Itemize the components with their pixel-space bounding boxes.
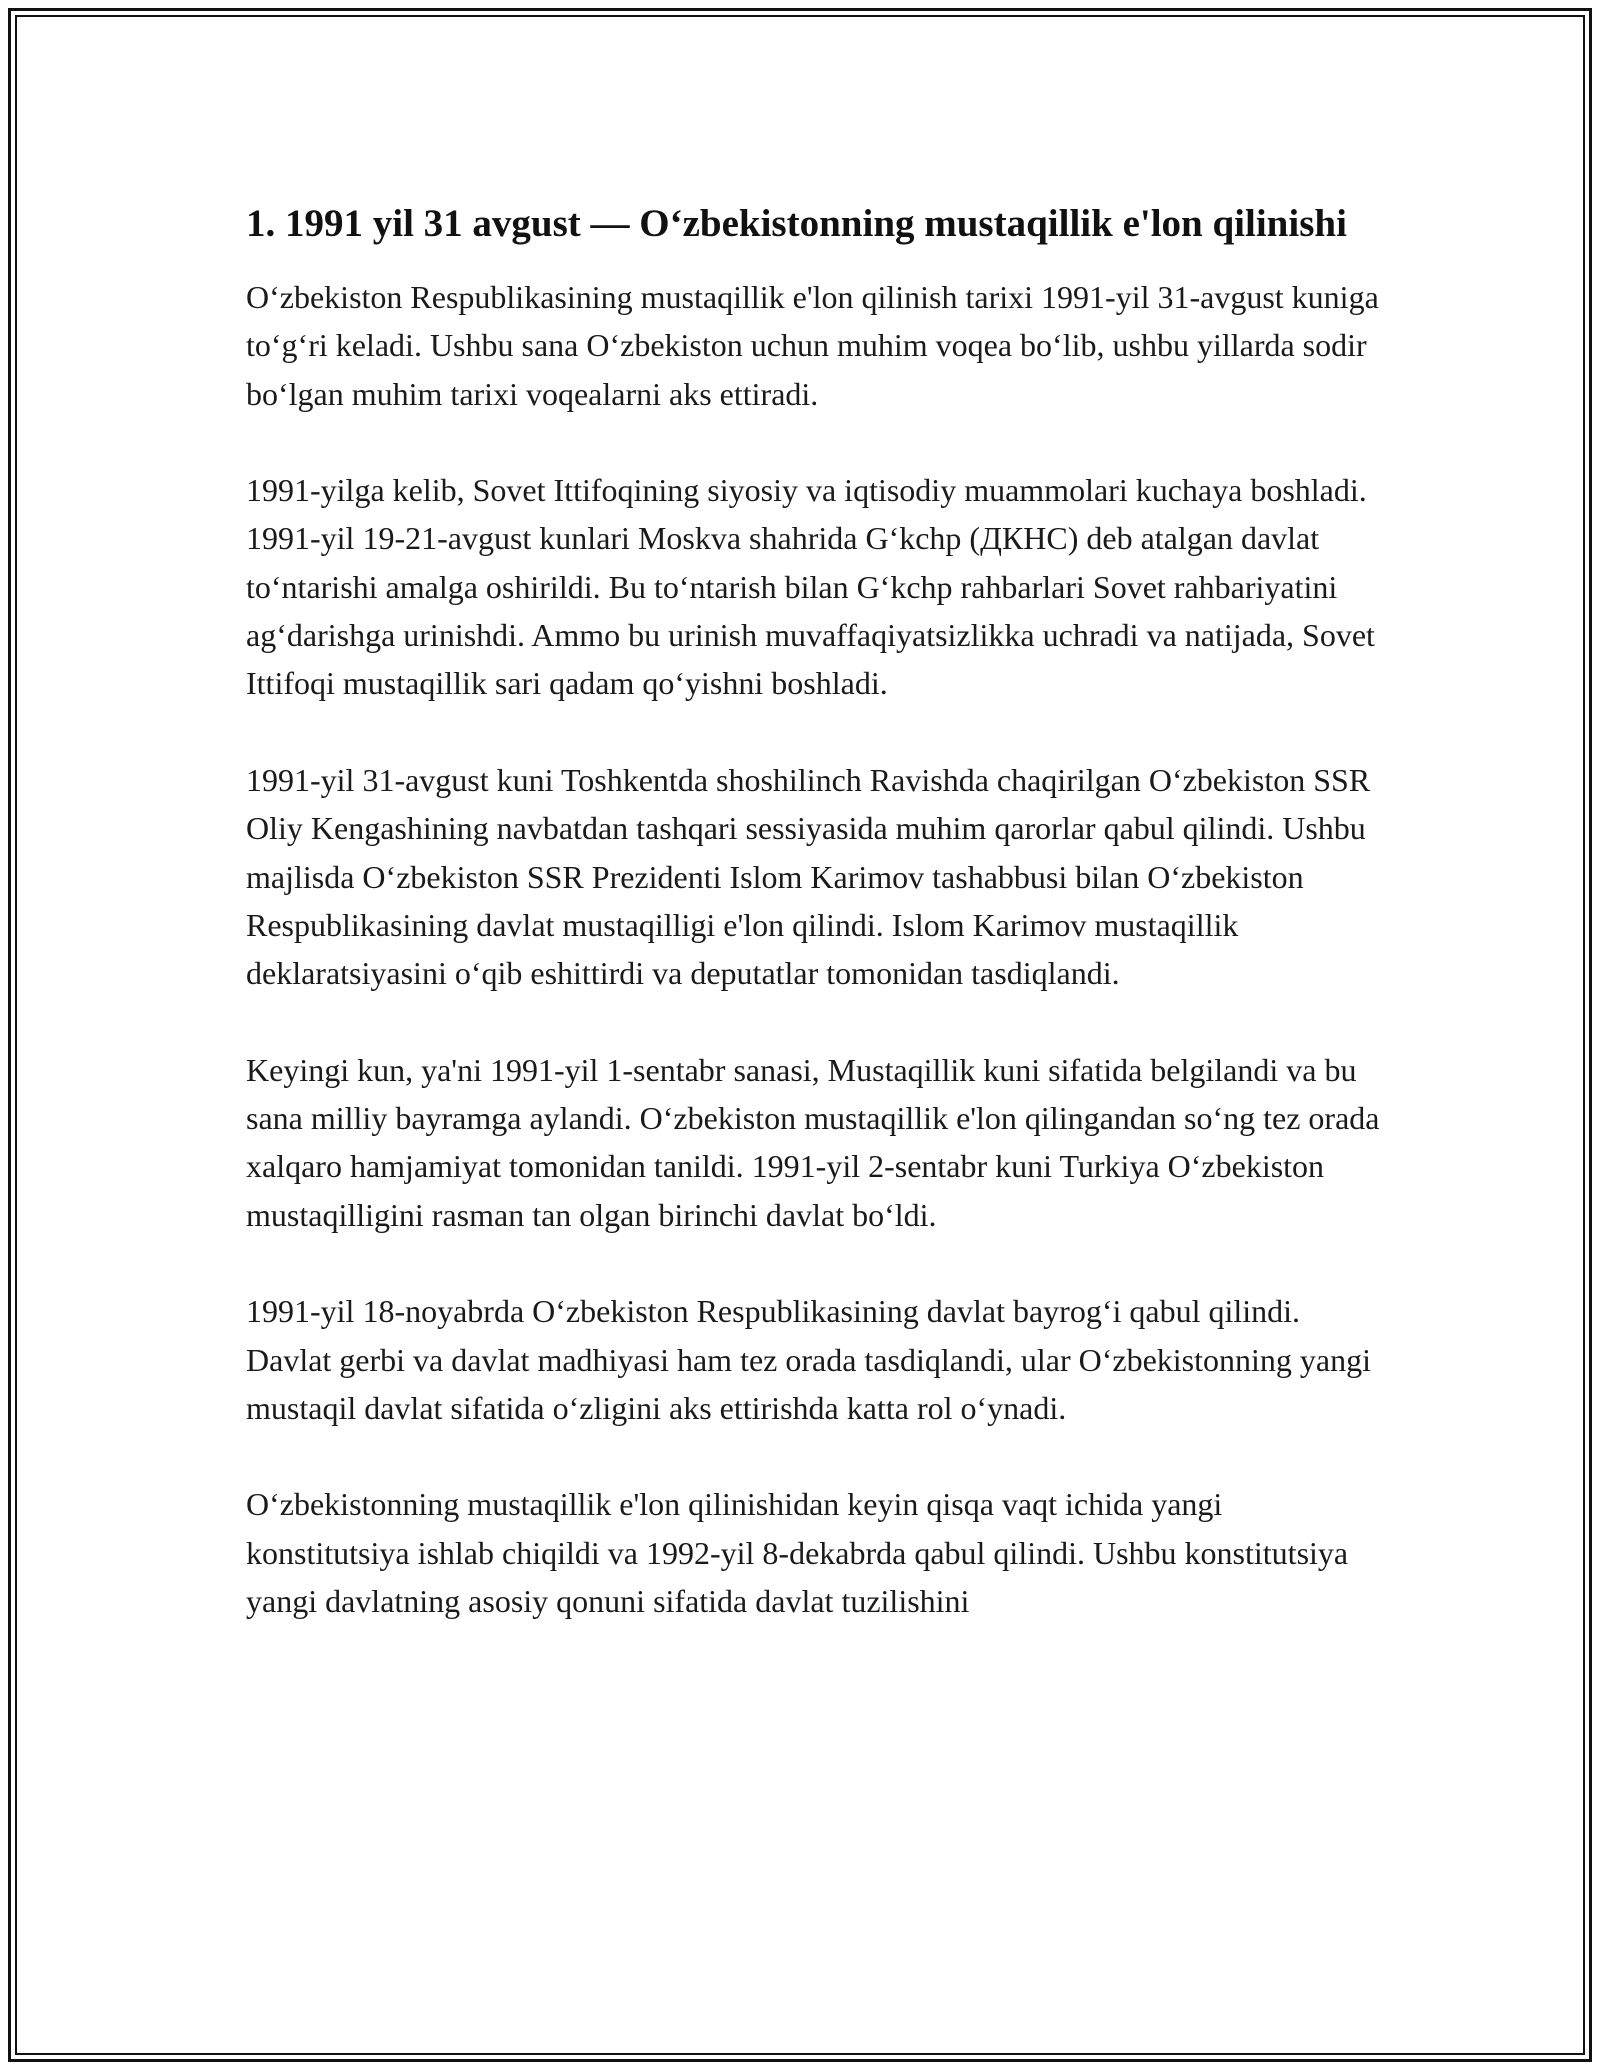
- document-body: [246, 197, 1386, 1674]
- paragraph-4: Keyingi kun, ya'ni 1991-yil 1-sentabr sanasi, Mustaqillik kuni sifatida belgilandi va bu sana milliy bayramga aylandi. O‘zbekiston mustaqillik e'lon qilingandan so‘ng tez orada xalqaro hamjamiyat tomonidan tanildi. 1991-yil 2-sentabr kuni Turkiya O‘zbekiston mustaqilligini rasman tan olgan birinchi davlat bo‘ldi.: [246, 1051, 1380, 1233]
- document-title: 1. 1991 yil 31 avgust — O‘zbekistonning mustaqillik e'lon qilinishi: [246, 202, 1347, 245]
- page-border: [8, 8, 1592, 2062]
- paragraph-5: 1991-yil 18-noyabrda O‘zbekiston Respublikasining davlat bayrog‘i qabul qilindi. Davlat gerbi va davlat madhiyasi ham tez orada tasdiqlandi, ular O‘zbekistonning yangi mustaqil davlat sifatida o‘zligini aks ettirishda katta rol o‘ynadi.: [246, 1293, 1371, 1426]
- paragraph-3: 1991-yil 31-avgust kuni Toshkentda shoshilinch Ravishda chaqirilgan O‘zbekiston SSR Oliy Kengashining navbatdan tashqari sessiyasida muhim qarorlar qabul qilindi. Ushbu majlisda O‘zbekiston SSR Prezidenti Islom Karimov tashabbusi bilan O‘zbekiston Respublikasining davlat mustaqilligi e'lon qilindi. Islom Karimov mustaqillik deklaratsiyasini o‘qib eshittirdi va deputatlar tomonidan tasdiqlandi.: [246, 761, 1371, 992]
- paragraph-1: O‘zbekiston Respublikasining mustaqillik e'lon qilinish tarixi 1991-yil 31-avgust kuniga to‘g‘ri keladi. Ushbu sana O‘zbekiston uchun muhim voqea bo‘lib, ushbu yillarda sodir bo‘lgan muhim tarixi voqealarni aks ettiradi.: [246, 279, 1379, 412]
- paragraph-6: O‘zbekistonning mustaqillik e'lon qilinishidan keyin qisqa vaqt ichida yangi konstitutsiya ishlab chiqildi va 1992-yil 8-dekabrda qabul qilindi. Ushbu konstitutsiya yangi davlatning asosiy qonuni sifatida davlat tuzilishini: [246, 1486, 1349, 1620]
- paragraph-2: 1991-yilga kelib, Sovet Ittifoqining siyosiy va iqtisodiy muammolari kuchaya boshladi. 1991-yil 19-21-avgust kunlari Moskva shahrida G‘kchp (ДКНС) deb atalgan davlat to‘ntarishi amalga oshirildi. Bu to‘ntarish bilan G‘kchp rahbarlari Sovet rahbariyatini ag‘darishga urinishdi. Ammo bu urinish muvaffaqiyatsizlikka uchradi va natijada, Sovet Ittifoqi mustaqillik sari qadam qo‘yishni boshladi.: [246, 472, 1375, 702]
